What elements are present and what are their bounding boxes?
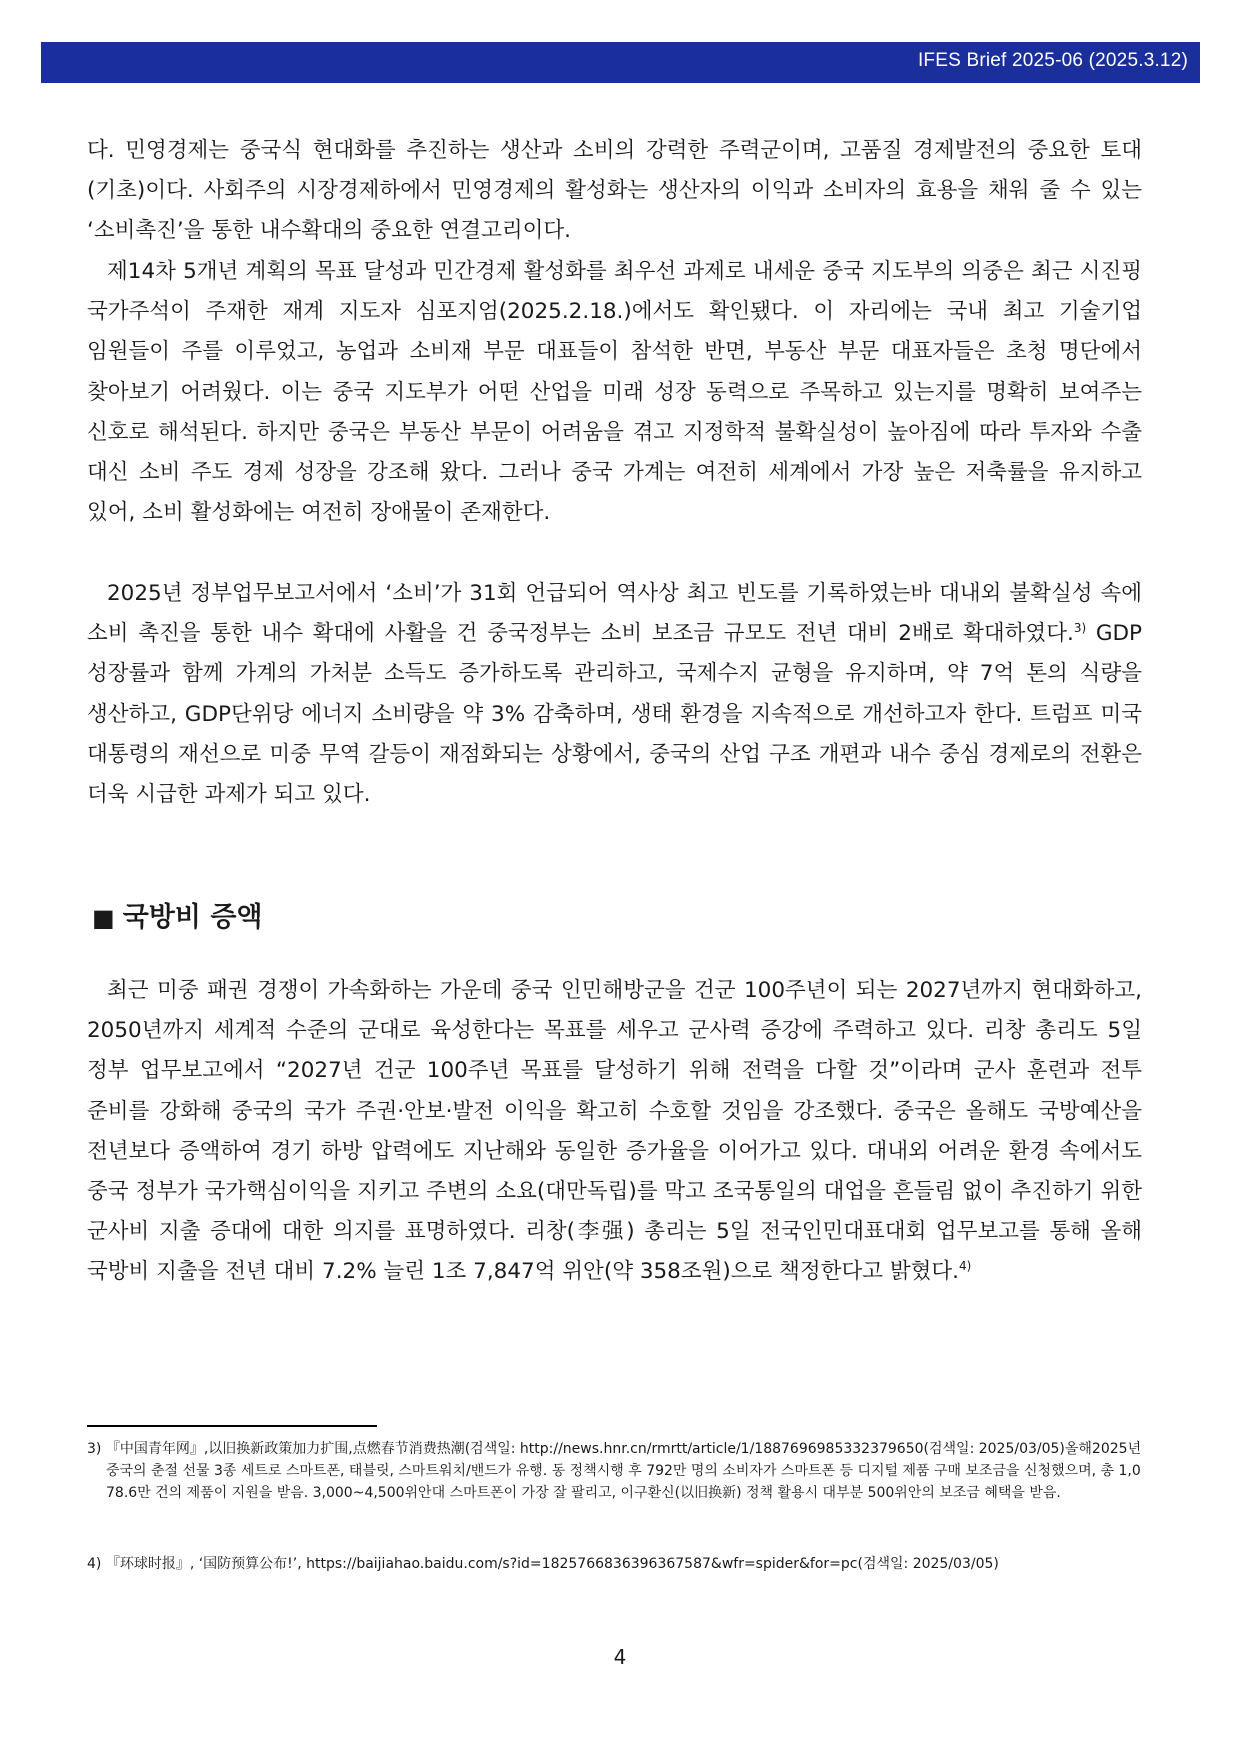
footnote-3: [87, 1438, 1145, 1504]
section-paragraph: [87, 971, 1142, 1293]
body-paragraph-2: 제14차 5개년 계획의 목표 달성과 민간경제 활성화를 최우선 과제로 내세운 중국 지도부의 의중은 최근 시진핑 국가주석이 주재한 재계 지도자 심포지엄(2025.2.18.)에서도 확인됐다. 이 자리에는 국내 최고 기술기업 임원들이 주를 이루었고, 농업과 소비재 부문 대표들이 참석한 반면, 부동산 부문 대표자들은 초청 명단에서 찾아보기 어려웠다. 이는 중국 지도부가 어떤 산업을 미래 성장 동력으로 주목하고 있는지를 명확히 보여주는 신호로 해석된다. 하지만 중국은 부동산 부문이 어려움을 겪고 지정학적 불확실성이 높아짐에 따라 투자와 수출 대신 소비 주도 경제 성장을 강조해 왔다. 그러나 중국 가계는 여전히 세계에서 가장 높은 저축률을 유지하고 있어, 소비 활성화에는 여전히 장애물이 존재한다.: [87, 259, 1142, 526]
body-paragraph-3-part-a: 2025년 정부업무보고서에서 ‘소비’가 31회 언급되어 역사상 최고 빈도를 기록하였는바 대내외 불확실성 속에 소비 촉진을 통한 내수 확대에 사활을 건 중국정부는 소비 보조금 규모도 전년 대비 2배로 확대하였다.: [87, 581, 1142, 647]
section-paragraph-text: 최근 미중 패권 경쟁이 가속화하는 가운데 중국 인민해방군을 건군 100주년이 되는 2027년까지 현대화하고, 2050년까지 세계적 수준의 군대로 육성한다는 목표를 세우고 군사력 증강에 주력하고 있다. 리창 총리도 5일 정부 업무보고에서 “2027년 건군 100주년 목표를 달성하기 위해 전력을 다할 것”이라며 군사 훈련과 전투 준비를 강화해 중국의 국가 주권·안보·발전 이익을 확고히 수호할 것임을 강조했다. 중국은 올해도 국방예산을 전년보다 증액하여 경기 하방 압력에도 지난해와 동일한 증가율을 이어가고 있다. 대내외 어려운 환경 속에서도 중국 정부가 국가핵심이익을 지키고 주변의 소요(대만독립)를 막고 조국통일의 대업을 흔들림 없이 추진하기 위한 군사비 지출 증대에 대한 의지를 표명하였다. 리창(李强) 총리는 5일 전국인민대표대회 업무보고를 통해 올해 국방비 지출을 전년 대비 7.2% 늘린 1조 7,847억 위안(약 358조원)으로 책정한다고 밝혔다.: [87, 978, 1142, 1285]
footnote-4-text: 4) 『环球时报』, ‘国防预算公布!’, https://baijiahao.baidu.com/s?id=1825766836396367587&wfr=spider&for=pc(검색일: 2025/03/05): [87, 1556, 999, 1572]
section-title-text: 국방비 증액: [122, 902, 263, 933]
body-paragraph-3-part-b: GDP 성장률과 함께 가계의 가처분 소득도 증가하도록 관리하고, 국제수지 균형을 유지하며, 약 7억 톤의 식량을 생산하고, GDP단위당 에너지 소비량을 약 3% 감축하며, 생태 환경을 지속적으로 개선하고자 한다. 트럼프 미국 대통령의 재선으로 미중 무역 갈등이 재점화되는 상황에서, 중국의 산업 구조 개편과 내수 중심 경제로의 전환은 더욱 시급한 과제가 되고 있다.: [87, 621, 1143, 808]
square-bullet-icon: ■: [92, 904, 115, 932]
page-number: 4: [613, 1645, 627, 1669]
section-title: [92, 895, 263, 934]
header-title: IFES Brief 2025-06 (2025.3.12): [917, 50, 1188, 71]
footnote-ref-4[interactable]: 4): [958, 1259, 972, 1274]
body-paragraph-1: 다. 민영경제는 중국식 현대화를 추진하는 생산과 소비의 강력한 주력군이며, 고품질 경제발전의 중요한 토대(기초)이다. 사회주의 시장경제하에서 민영경제의 활성화는 생산자의 이익과 소비자의 효용을 채워 줄 수 있는 ‘소비촉진’을 통한 내수확대의 중요한 연결고리이다.: [87, 138, 1142, 244]
footnote-3-text: 3) 『中国青年网』,以旧换新政策加力扩围,点燃春节消费热潮(검색일: http://news.hnr.cn/rmrtt/article/1/1887696985332379650(검색일: 2025/03/05)올해2025년 중국의 춘절 선물 3종 세트로 스마트폰, 태블릿, 스마트워치/밴드가 유행. 동 정책시행 후 792만 명의 소비자가 스마트폰 등 디지털 제품 구매 보조금을 신청했으며, 총 1,078.6만 건의 제품이 지원을 받음. 3,000~4,500위안대 스마트폰이 가장 잘 팔리고, 이구환신(以旧换新) 정책 활용시 대부분 500위안의 보조금 혜택을 받음.: [87, 1441, 1142, 1501]
header-bar: [41, 42, 1200, 83]
footnote-ref-3[interactable]: 3): [1073, 621, 1087, 636]
footnote-divider: [87, 1425, 377, 1427]
body-paragraph-3: [87, 574, 1142, 815]
footnote-4: [87, 1553, 1145, 1575]
